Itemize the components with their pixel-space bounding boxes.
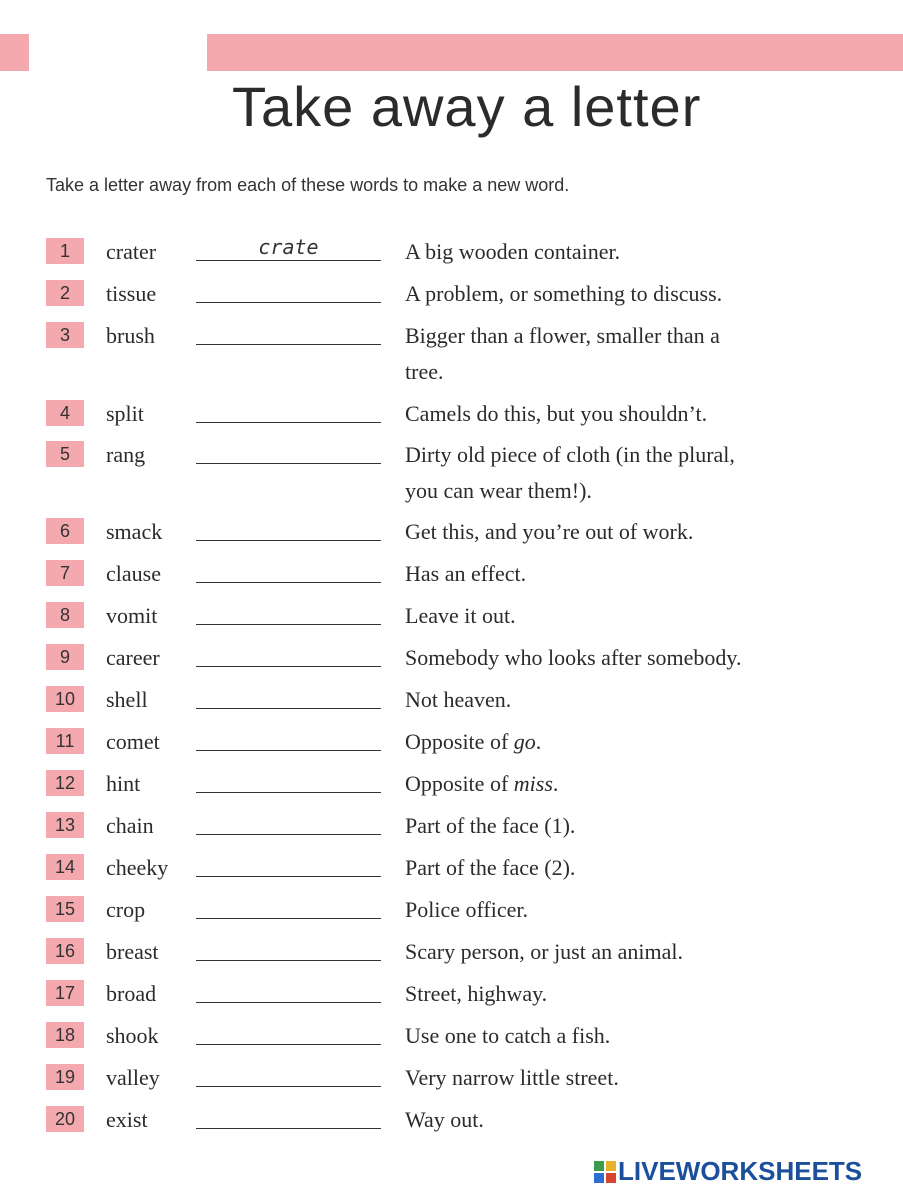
item-clue [405,808,875,844]
item-number: 10 [46,686,84,712]
clue-line-1: Not heaven. [405,687,512,712]
answer-blank[interactable] [196,686,381,709]
item-word: crater [106,239,157,264]
answer-blank[interactable] [196,1064,381,1087]
clue-line-1: Leave it out. [405,603,516,628]
item-clue [405,598,875,634]
page-title: Take away a letter [232,75,702,138]
item-clue [405,892,875,928]
item-word: crop [106,897,146,922]
item-clue [405,724,875,760]
item-word: brush [106,323,155,348]
item-number: 7 [46,560,84,586]
item-word: shell [106,687,148,712]
item-word: shook [106,1023,159,1048]
clue-line-1: Dirty old piece of cloth (in the plural, [405,442,735,467]
item-number: 20 [46,1106,84,1132]
item-number: 19 [46,1064,84,1090]
item-word: career [106,645,160,670]
answer-blank[interactable] [196,322,381,345]
answer-blank[interactable] [196,896,381,919]
clue-line-1: Somebody who looks after somebody. [405,645,742,670]
answer-blank[interactable]: crate [196,238,381,261]
item-word: vomit [106,603,158,628]
item-number: 12 [46,770,84,796]
answer-blank[interactable] [196,441,381,464]
item-clue [405,976,875,1012]
item-clue [405,318,875,390]
item-word: chain [106,813,154,838]
clue-line-1: Opposite of go. [405,729,542,754]
item-word: split [106,401,144,426]
answer-blank[interactable] [196,728,381,751]
item-number: 5 [46,441,84,467]
item-number: 6 [46,518,84,544]
item-word: cheeky [106,855,169,880]
clue-line-1: Bigger than a flower, smaller than a [405,323,720,348]
instruction-text: Take a letter away from each of these words to make a new word. [46,175,570,195]
item-word: smack [106,519,163,544]
answer-blank[interactable] [196,400,381,423]
item-number: 13 [46,812,84,838]
answer-blank[interactable] [196,980,381,1003]
brand-logo [594,1156,894,1186]
item-clue [405,276,875,312]
item-word: broad [106,981,157,1006]
item-clue [405,1102,875,1138]
answer-blank[interactable] [196,770,381,793]
item-number: 8 [46,602,84,628]
item-clue [405,640,875,676]
item-number: 4 [46,400,84,426]
clue-line-1: Way out. [405,1107,484,1132]
item-clue [405,1018,875,1054]
item-clue [405,1060,875,1096]
item-number: 2 [46,280,84,306]
item-number: 16 [46,938,84,964]
item-number: 1 [46,238,84,264]
answer-blank[interactable] [196,280,381,303]
item-clue [405,396,875,432]
clue-line-2: tree. [405,359,444,384]
clue-line-1: Use one to catch a fish. [405,1023,611,1048]
answer-blank[interactable] [196,602,381,625]
item-clue [405,682,875,718]
item-clue [405,556,875,592]
item-word: valley [106,1065,160,1090]
item-clue [405,437,875,509]
answer-blank[interactable] [196,518,381,541]
clue-line-1: Police officer. [405,897,528,922]
clue-line-1: Very narrow little street. [405,1065,619,1090]
answer-blank[interactable] [196,644,381,667]
grid-logo-icon [594,1161,616,1183]
item-clue [405,234,875,270]
item-word: rang [106,442,146,467]
clue-line-1: Part of the face (1). [405,813,576,838]
item-number: 14 [46,854,84,880]
clue-line-1: Scary person, or just an animal. [405,939,683,964]
item-number: 11 [46,728,84,754]
answer-blank[interactable] [196,854,381,877]
item-word: hint [106,771,141,796]
clue-line-1: Opposite of miss. [405,771,559,796]
item-word: tissue [106,281,157,306]
answer-blank[interactable] [196,560,381,583]
clue-line-2: you can wear them!). [405,478,592,503]
item-word: clause [106,561,161,586]
brand-text: LIVEWORKSHEETS [618,1156,863,1186]
answer-blank[interactable] [196,1022,381,1045]
item-number: 18 [46,1022,84,1048]
item-word: exist [106,1107,148,1132]
clue-line-1: Camels do this, but you shouldn’t. [405,401,708,426]
answer-blank[interactable] [196,938,381,961]
answer-blank[interactable] [196,812,381,835]
item-number: 3 [46,322,84,348]
clue-line-1: A problem, or something to discuss. [405,281,723,306]
item-clue [405,766,875,802]
clue-line-1: Part of the face (2). [405,855,576,880]
clue-line-1: Has an effect. [405,561,527,586]
clue-line-1: A big wooden container. [405,239,621,264]
item-clue [405,934,875,970]
item-clue [405,850,875,886]
item-word: breast [106,939,159,964]
clue-line-1: Get this, and you’re out of work. [405,519,694,544]
item-number: 17 [46,980,84,1006]
answer-blank[interactable] [196,1106,381,1129]
item-clue [405,514,875,550]
item-word: comet [106,729,160,754]
item-number: 15 [46,896,84,922]
clue-line-1: Street, highway. [405,981,548,1006]
item-number: 9 [46,644,84,670]
